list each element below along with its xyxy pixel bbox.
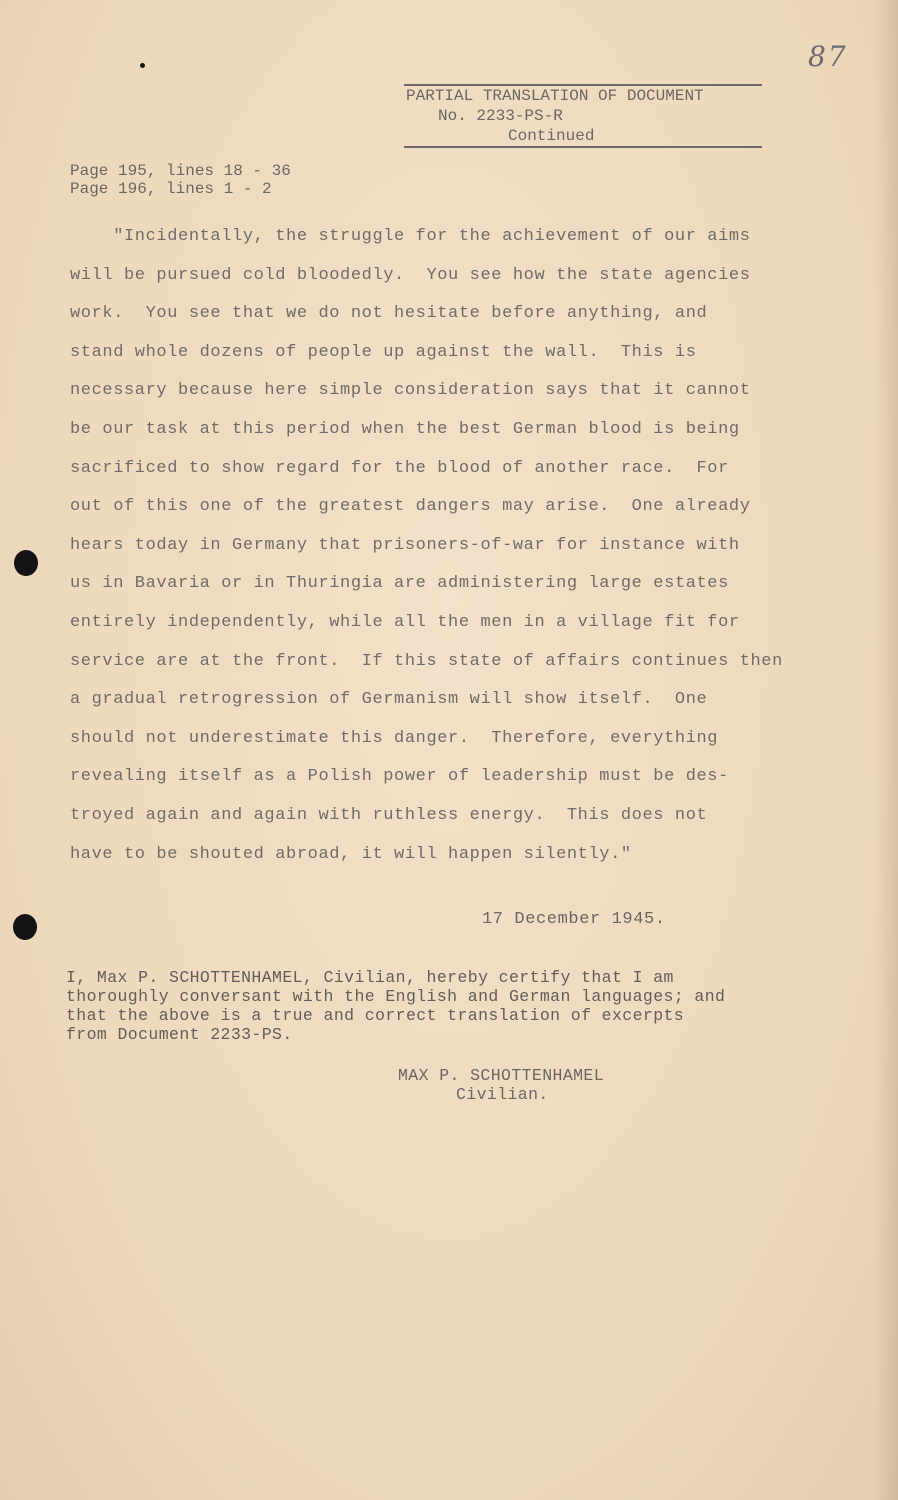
certification-line: thoroughly conversant with the English and German languages; and bbox=[66, 987, 726, 1006]
punch-hole-upper bbox=[14, 550, 38, 576]
body-line: have to be shouted abroad, it will happen silently." bbox=[70, 844, 632, 864]
body-line: stand whole dozens of people up against the wall. This is bbox=[70, 342, 697, 362]
signatory-name: MAX P. SCHOTTENHAMEL bbox=[398, 1066, 605, 1085]
reference-line: Page 195, lines 18 - 36 bbox=[70, 162, 291, 180]
body-line: will be pursued cold bloodedly. You see how the state agencies bbox=[70, 265, 751, 285]
punch-hole-lower bbox=[13, 914, 37, 940]
body-line: out of this one of the greatest dangers may arise. One already bbox=[70, 497, 751, 517]
page-references bbox=[70, 162, 291, 198]
signature-block bbox=[398, 1066, 604, 1104]
body-line: be our task at this period when the best German blood is being bbox=[70, 419, 740, 439]
header-title: PARTIAL TRANSLATION OF DOCUMENT bbox=[406, 87, 704, 105]
body-line: troyed again and again with ruthless energy. This does not bbox=[70, 805, 708, 825]
reference-line: Page 196, lines 1 - 2 bbox=[70, 180, 272, 198]
certification-statement bbox=[66, 968, 725, 1044]
body-line: hears today in Germany that prisoners-of-war for instance with bbox=[70, 535, 740, 555]
translation-date: 17 December 1945. bbox=[482, 910, 666, 929]
body-line: entirely independently, while all the men in a village fit for bbox=[70, 612, 740, 632]
body-line: service are at the front. If this state of affairs continues then bbox=[70, 651, 783, 671]
body-line: "Incidentally, the struggle for the achievement of our aims bbox=[70, 227, 751, 246]
ink-speck bbox=[140, 63, 145, 68]
body-line: necessary because here simple consideration says that it cannot bbox=[70, 381, 751, 401]
certification-line: that the above is a true and correct translation of excerpts bbox=[66, 1006, 685, 1025]
body-line: should not underestimate this danger. Therefore, everything bbox=[70, 728, 719, 748]
signatory-title: Civilian. bbox=[456, 1085, 549, 1104]
certification-line: from Document 2233-PS. bbox=[66, 1025, 293, 1044]
body-line: us in Bavaria or in Thuringia are administering large estates bbox=[70, 574, 729, 594]
body-line: revealing itself as a Polish power of leadership must be des- bbox=[70, 767, 729, 787]
header-document-number: No. 2233-PS-R bbox=[438, 107, 563, 125]
body-line: a gradual retrogression of Germanism will show itself. One bbox=[70, 690, 708, 710]
handwritten-page-number: 87 bbox=[808, 40, 848, 73]
page-edge-shadow bbox=[874, 0, 898, 1500]
body-line: work. You see that we do not hesitate before anything, and bbox=[70, 304, 708, 324]
header-continued: Continued bbox=[508, 127, 595, 145]
translated-excerpt bbox=[70, 218, 850, 874]
body-line: sacrificed to show regard for the blood of another race. For bbox=[70, 458, 729, 478]
certification-line: I, Max P. SCHOTTENHAMEL, Civilian, hereby certify that I am bbox=[66, 968, 674, 987]
document-header bbox=[404, 84, 762, 148]
